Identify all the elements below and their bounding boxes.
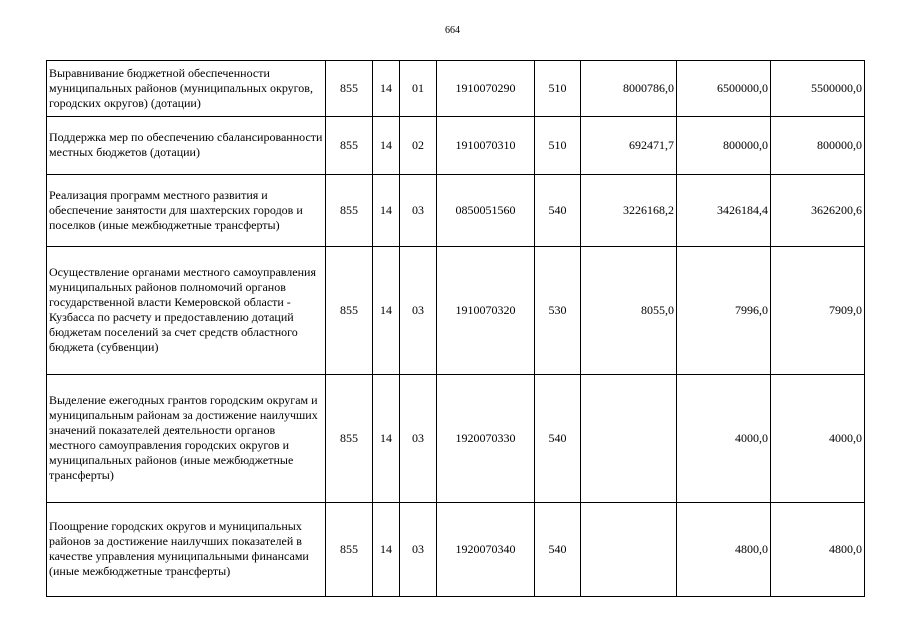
expense-type-cell: 510: [535, 61, 581, 117]
ministry-code-cell: 855: [326, 247, 373, 375]
target-code-cell: 1910070310: [437, 117, 535, 175]
subsection-code-cell: 03: [400, 175, 437, 247]
section-code-cell: 14: [373, 175, 400, 247]
amount-year2-cell: 7996,0: [677, 247, 771, 375]
ministry-code-cell: 855: [326, 503, 373, 597]
amount-year1-cell: 3226168,2: [581, 175, 677, 247]
amount-year1-cell: [581, 503, 677, 597]
row-name-cell: Выделение ежегодных грантов городским округам и муниципальным районам за достижение наилучших значений показателей деятельности органов местного самоуправления городских округов и муниципальных районов (иные межбюджетные трансферты): [47, 375, 326, 503]
section-code-cell: 14: [373, 247, 400, 375]
amount-year3-cell: 4800,0: [771, 503, 865, 597]
amount-year3-cell: 5500000,0: [771, 61, 865, 117]
expense-type-cell: 540: [535, 375, 581, 503]
amount-year2-cell: 3426184,4: [677, 175, 771, 247]
amount-year3-cell: 7909,0: [771, 247, 865, 375]
row-name-cell: Выравнивание бюджетной обеспеченности муниципальных районов (муниципальных округов, городских округов) (дотации): [47, 61, 326, 117]
table-row: [47, 175, 865, 247]
table-row: [47, 503, 865, 597]
amount-year3-cell: 800000,0: [771, 117, 865, 175]
expense-type-cell: 530: [535, 247, 581, 375]
budget-table: [46, 60, 865, 597]
amount-year3-cell: 3626200,6: [771, 175, 865, 247]
section-code-cell: 14: [373, 503, 400, 597]
amount-year1-cell: [581, 375, 677, 503]
table-row: [47, 375, 865, 503]
expense-type-cell: 540: [535, 503, 581, 597]
expense-type-cell: 540: [535, 175, 581, 247]
target-code-cell: 0850051560: [437, 175, 535, 247]
amount-year3-cell: 4000,0: [771, 375, 865, 503]
amount-year1-cell: 8000786,0: [581, 61, 677, 117]
amount-year2-cell: 4800,0: [677, 503, 771, 597]
row-name-cell: Осуществление органами местного самоуправления муниципальных районов полномочий органов государственной власти Кемеровской области - Кузбасса по расчету и предоставлению дотаций бюджетам поселений за счет средств областного бюджета (субвенции): [47, 247, 326, 375]
row-name-cell: Поощрение городских округов и муниципальных районов за достижение наилучших показателей в качестве управления муниципальными финансами (иные межбюджетные трансферты): [47, 503, 326, 597]
target-code-cell: 1910070290: [437, 61, 535, 117]
subsection-code-cell: 03: [400, 375, 437, 503]
subsection-code-cell: 02: [400, 117, 437, 175]
subsection-code-cell: 03: [400, 503, 437, 597]
table-row: [47, 117, 865, 175]
page-number: 664: [445, 25, 460, 36]
ministry-code-cell: 855: [326, 375, 373, 503]
amount-year2-cell: 4000,0: [677, 375, 771, 503]
expense-type-cell: 510: [535, 117, 581, 175]
target-code-cell: 1910070320: [437, 247, 535, 375]
amount-year1-cell: 692471,7: [581, 117, 677, 175]
section-code-cell: 14: [373, 61, 400, 117]
ministry-code-cell: 855: [326, 61, 373, 117]
ministry-code-cell: 855: [326, 175, 373, 247]
row-name-cell: Реализация программ местного развития и обеспечение занятости для шахтерских городов и поселков (иные межбюджетные трансферты): [47, 175, 326, 247]
row-name-cell: Поддержка мер по обеспечению сбалансированности местных бюджетов (дотации): [47, 117, 326, 175]
section-code-cell: 14: [373, 117, 400, 175]
table-row: [47, 247, 865, 375]
target-code-cell: 1920070340: [437, 503, 535, 597]
target-code-cell: 1920070330: [437, 375, 535, 503]
subsection-code-cell: 03: [400, 247, 437, 375]
ministry-code-cell: 855: [326, 117, 373, 175]
subsection-code-cell: 01: [400, 61, 437, 117]
section-code-cell: 14: [373, 375, 400, 503]
amount-year2-cell: 800000,0: [677, 117, 771, 175]
amount-year1-cell: 8055,0: [581, 247, 677, 375]
amount-year2-cell: 6500000,0: [677, 61, 771, 117]
table-row: [47, 61, 865, 117]
